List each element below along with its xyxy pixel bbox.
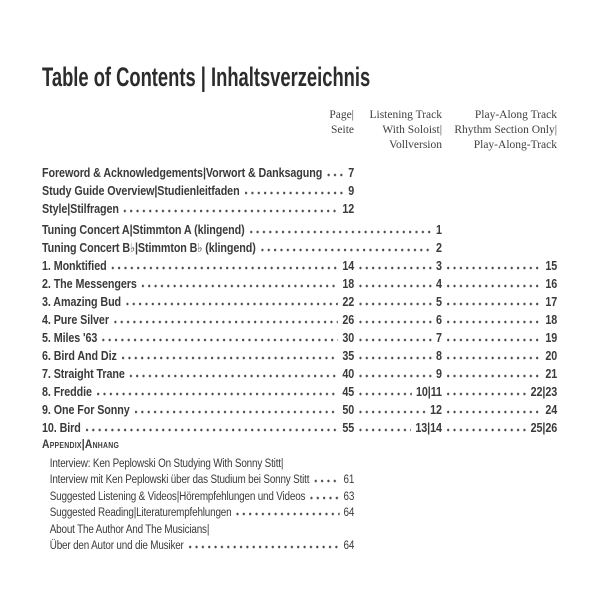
entry-title: Style|Stilfragen: [42, 202, 119, 216]
toc-entry-track-7: [42, 363, 557, 381]
column-header-line: With Soloist|: [382, 124, 442, 136]
dot-leader: [447, 356, 541, 360]
entry-title: Suggested Reading|Literaturempfehlungen: [49, 507, 232, 519]
column-header-line: Seite: [331, 124, 354, 136]
toc-entry-study-guide: [42, 180, 557, 198]
dot-leader: [359, 356, 431, 360]
playalong-track-number: 20: [545, 349, 558, 363]
dot-leader: [245, 191, 344, 195]
entry-title: Study Guide Overview|Studienleitfaden: [42, 184, 240, 198]
column-header-page: [329, 108, 354, 138]
column-header-line: Page|: [329, 109, 354, 121]
appendix-heading: Appendix|Anhang: [42, 437, 120, 451]
entry-title: Foreword & Acknowledgements|Vorwort & Danksagung: [42, 166, 323, 180]
dot-leader: [189, 545, 339, 549]
track-title: 5. Miles '63: [42, 331, 98, 345]
dot-leader: [359, 392, 411, 396]
column-header-playalong-track: [454, 108, 557, 153]
dot-leader: [237, 512, 340, 516]
page-number: 64: [343, 507, 355, 519]
track-title: 7. Straight Trane: [42, 367, 125, 381]
listening-track-number: 12: [430, 403, 442, 417]
dot-leader: [359, 302, 431, 306]
dot-leader: [447, 428, 526, 432]
dot-leader: [447, 410, 541, 414]
dot-leader: [359, 338, 431, 342]
dot-leader: [359, 410, 425, 414]
column-header-line: Play-Along-Track: [473, 139, 557, 151]
listening-track-number: 5: [436, 295, 442, 309]
tuning-section: [42, 219, 557, 255]
page-number: 63: [343, 490, 355, 503]
toc-entry-style: [42, 198, 557, 216]
listening-track-number: 10|11: [415, 385, 442, 399]
page-number: 61: [343, 474, 355, 486]
dot-leader: [447, 266, 541, 270]
entry-title: About The Author And The Musicians|: [49, 523, 210, 536]
toc-entry-author-line2: [42, 536, 557, 553]
track-title: 9. One For Sonny: [42, 403, 130, 417]
listening-track-number: 13|14: [415, 421, 442, 435]
dot-leader: [97, 392, 338, 396]
dot-leader: [114, 320, 338, 324]
toc-entry-suggested-listening: [42, 486, 557, 503]
entry-title: Suggested Listening & Videos|Hörempfehlungen und Videos: [49, 490, 306, 503]
dot-leader: [126, 302, 338, 306]
dot-leader: [327, 173, 344, 177]
track-title: 4. Pure Silver: [42, 313, 109, 327]
page-number: 55: [342, 421, 355, 435]
toc-entry-tuning-a: [42, 219, 557, 237]
entry-title: Tuning Concert B♭|Stimmton B♭ (klingend): [42, 241, 256, 255]
dot-leader: [447, 284, 541, 288]
listening-track-number: 3: [436, 259, 442, 273]
dot-leader: [122, 356, 338, 360]
dot-leader: [135, 410, 338, 414]
toc-entry-track-3: [42, 291, 557, 309]
toc-entry-track-10: [42, 417, 557, 435]
listening-track-number: 7: [436, 331, 442, 345]
track-title: 10. Bird: [42, 421, 81, 435]
dot-leader: [359, 284, 431, 288]
toc-entry-suggested-reading: [42, 503, 557, 520]
entry-title: Über den Autor und die Musiker: [49, 540, 184, 552]
dot-leader: [314, 479, 339, 483]
dot-leader: [310, 496, 339, 500]
toc-entry-track-4: [42, 309, 557, 327]
listening-track-number: 9: [436, 367, 442, 381]
dot-leader: [86, 428, 338, 432]
page-number: 9: [348, 184, 355, 198]
toc-entry-track-2: [42, 273, 557, 291]
track-title: 8. Freddie: [42, 385, 92, 399]
playalong-track-number: 25|26: [530, 421, 558, 435]
listening-track-number: 1: [436, 223, 442, 237]
listening-track-number: 4: [436, 277, 442, 291]
dot-leader: [261, 248, 432, 252]
column-header-line: Play-Along Track: [474, 109, 557, 121]
dot-leader: [359, 428, 411, 432]
page-number: 12: [342, 202, 355, 216]
page-number: 35: [342, 349, 355, 363]
listening-track-number: 6: [436, 313, 442, 327]
playalong-track-number: 21: [545, 367, 558, 381]
toc-entry-interview-line2: [42, 470, 557, 487]
column-headers: [42, 108, 557, 154]
toc-body: [42, 162, 557, 552]
toc-entry-author-line1: [42, 519, 557, 536]
toc-entry-tuning-bb: [42, 237, 557, 255]
entry-title: Interview mit Ken Peplowski über das Studium bei Sonny Stitt: [49, 474, 310, 486]
track-title: 1. Monktified: [42, 259, 107, 273]
front-matter-section: [42, 162, 557, 216]
dot-leader: [250, 230, 432, 234]
dot-leader: [447, 302, 541, 306]
page-number: 64: [343, 540, 355, 552]
toc-entry-track-1: [42, 255, 557, 273]
dot-leader: [447, 374, 541, 378]
page-number: 22: [342, 295, 355, 309]
track-title: 3. Amazing Bud: [42, 295, 122, 309]
listening-track-number: 8: [436, 349, 442, 363]
toc-entry-track-9: [42, 399, 557, 417]
listening-track-number: 2: [436, 241, 442, 255]
playalong-track-number: 15: [545, 259, 558, 273]
playalong-track-number: 24: [545, 403, 558, 417]
page-number: 30: [342, 331, 355, 345]
page-title: Table of Contents | Inhaltsverzeichnis: [42, 62, 371, 92]
playalong-track-number: 16: [545, 277, 558, 291]
page-number: 18: [342, 277, 355, 291]
dot-leader: [124, 209, 338, 213]
page-number: 14: [342, 259, 355, 273]
page-number: 7: [348, 166, 355, 180]
track-title: 2. The Messengers: [42, 277, 137, 291]
toc-entry-track-8: [42, 381, 557, 399]
playalong-track-number: 19: [545, 331, 558, 345]
dot-leader: [447, 392, 526, 396]
appendix-section: [42, 437, 557, 552]
playalong-track-number: 17: [545, 295, 558, 309]
page-number: 26: [342, 313, 355, 327]
playalong-track-number: 18: [545, 313, 558, 327]
dot-leader: [142, 284, 338, 288]
toc-entry-track-6: [42, 345, 557, 363]
dot-leader: [130, 374, 338, 378]
column-header-line: Vollversion: [389, 139, 442, 151]
track-title: 6. Bird And Diz: [42, 349, 117, 363]
page-number: 50: [342, 403, 355, 417]
toc-entry-foreword: [42, 162, 557, 180]
toc-entry-track-5: [42, 327, 557, 345]
column-header-listening-track: [369, 108, 442, 153]
column-header-line: Listening Track: [369, 109, 442, 121]
tracks-section: [42, 255, 557, 435]
dot-leader: [447, 338, 541, 342]
page-number: 40: [342, 367, 355, 381]
dot-leader: [112, 266, 338, 270]
entry-title: Interview: Ken Peplowski On Studying With Sonny Stitt|: [49, 457, 284, 470]
dot-leader: [359, 320, 431, 324]
dot-leader: [447, 320, 541, 324]
entry-title: Tuning Concert A|Stimmton A (klingend): [42, 223, 245, 237]
toc-content: [42, 0, 557, 552]
toc-entry-interview-line1: [42, 453, 557, 470]
page-number: 45: [342, 385, 355, 399]
dot-leader: [359, 266, 431, 270]
playalong-track-number: 22|23: [530, 385, 558, 399]
dot-leader: [102, 338, 338, 342]
dot-leader: [359, 374, 431, 378]
column-header-line: Rhythm Section Only|: [454, 124, 557, 136]
